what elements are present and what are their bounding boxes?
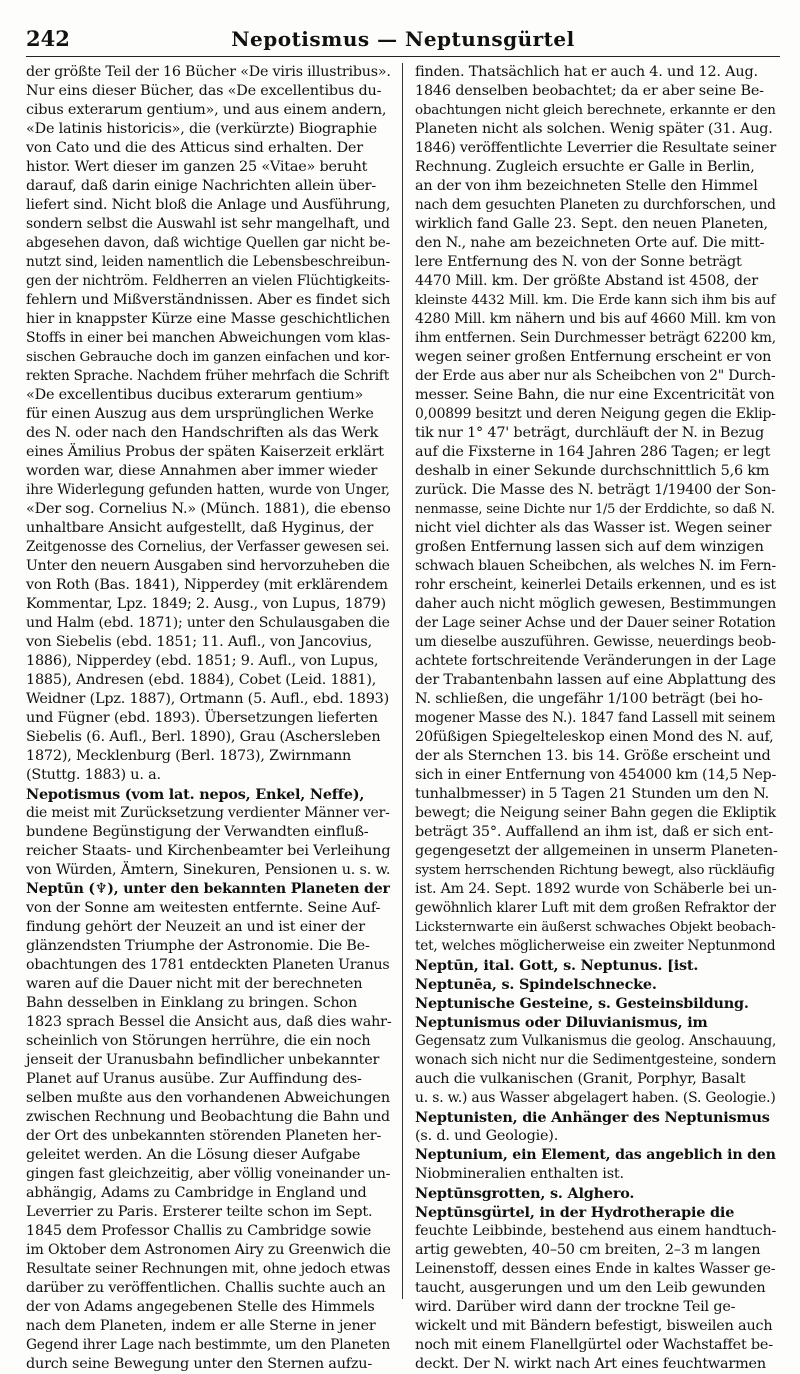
text-line: beträgt 35°. Auffallend an ihm ist, daß er sich ent- [415, 824, 774, 840]
text-line: zwischen Rechnung und Beobachtung die Bahn und [26, 1109, 390, 1125]
text-line: «De excellentibus ducibus exterarum gentium» [26, 387, 364, 403]
text-line: fehlern und Mißverständnissen. Aber es findet sich [26, 292, 391, 308]
text-line: abgesehen davon, daß wichtige Quellen gar nicht be- [26, 235, 391, 251]
text-line: der Lage seiner Achse und der Dauer seiner Rotation [415, 615, 776, 631]
text-line: abhängig, Adams zu Cambridge in England und [26, 1185, 367, 1201]
text-line: obachtungen nicht gleich berechnete, erkannte er den [415, 103, 776, 118]
text-line: deckt. Der N. wirkt nach Art eines feuchtwarmen [415, 1356, 766, 1372]
text-line: zurück. Die Masse des N. beträgt 1/19400 der Son- [415, 482, 776, 498]
text-line: der als Sternchen 13. bis 14. Größe erscheint und [415, 748, 771, 764]
text-line: auf die Fixsterne in 164 Jahren 286 Tagen; er legt [415, 444, 771, 460]
text-line: im Oktober dem Astronomen Airy zu Greenwich die [26, 1242, 391, 1258]
text-line: nenmasse, seine Dichte nur 1/5 der Erddichte, so daß N. [415, 502, 775, 517]
text-line: Stoffs in einer bei manchen Abweichungen vom klas- [26, 330, 390, 346]
text-line: Resultate seiner Rechnungen mit, ohne jedoch etwas [26, 1261, 391, 1277]
text-line: 1872), Mecklenburg (Berl. 1873), Zwirnmann [26, 748, 352, 764]
text-line: 4470 Mill. km. Der größte Abstand ist 4508, der [415, 273, 758, 289]
text-line: von Siebelis (ebd. 1851; 11. Aufl., von Jancovius, [26, 634, 372, 650]
text-line: für einen Auszug aus dem ursprünglichen Werke [26, 406, 374, 422]
text-line: cibus exterarum gentium», und aus einem andern, [26, 102, 387, 118]
text-line: jenseit der Uranusbahn befindlicher unbekannter [26, 1052, 380, 1068]
text-columns [26, 63, 780, 1372]
text-line: Weidner (Lpz. 1887), Ortmann (5. Aufl., ebd. 1893) [26, 691, 390, 707]
text-line: nach dem gesuchten Planeten zu durchforschen, und [415, 197, 776, 213]
text-line: tunhalbmesser) in 5 Tagen 21 Stunden um den N. [415, 786, 770, 802]
text-line: system herrschenden Richtung bewegt, also rückläufig [415, 863, 775, 878]
text-line: deshalb in einer Sekunde durchschnittlich 5,6 km [415, 463, 770, 479]
text-line: 1845 dem Professor Challis zu Cambridge sowie [26, 1223, 372, 1239]
text-line: daher auch nicht möglich gewesen, Bestimmungen [415, 596, 777, 612]
text-line: sischen Gebrauche doch im ganzen einfachen und kor- [26, 350, 390, 365]
text-line: und Halm (ebd. 1871); unter den Schulausgaben die [26, 615, 390, 631]
text-line: Gegend ihrer Lage nach bestimmte, um den Planeten [26, 1337, 391, 1353]
text-line: von der Sonne am weitesten entfernte. Seine Auf- [26, 900, 381, 916]
text-line: 0,00899 besitzt und deren Neigung gegen die Eklip- [415, 406, 776, 422]
text-line: hier in knappster Kürze eine Masse geschichtlichen [26, 311, 390, 327]
text-line: der Erde aus aber nur als Scheibchen von 2" Durch- [415, 368, 776, 384]
running-title: Nepotismus — Neptunsgürtel [231, 27, 575, 51]
left-column [26, 63, 402, 1372]
text-line: Unter den neuern Ausgaben sind hervorzuheben die [26, 558, 390, 574]
text-line: wonach sich nicht nur die Sedimentgesteine, sondern [415, 1052, 777, 1068]
entry-headword-line: Neptunium, ein Element, das angeblich in den [415, 1147, 776, 1163]
text-line: gen der nichtröm. Feldherren an vielen Flüchtigkeits- [26, 273, 390, 289]
text-line: wird. Darüber wird dann der trockne Teil ge- [415, 1299, 736, 1315]
text-line: mogener Masse des N.). 1847 fand Lassell mit seinem [415, 710, 776, 726]
text-line: der Trabantenbahn lassen auf eine Abplattung des [415, 672, 776, 688]
text-line: durch seine Bewegung unter den Sternen aufzu- [26, 1356, 372, 1372]
text-line: Zeitgenosse des Cornelius, der Verfasser gewesen sei. [26, 539, 390, 555]
text-line: tet, welches möglicherweise ein zweiter Neptunmond [415, 938, 776, 954]
text-line: darüber zu veröffentlichen. Challis suchte auch an [26, 1280, 386, 1296]
text-line: der größte Teil der 16 Bücher «De viris illustribus». [26, 64, 391, 80]
text-line: 1846) veröffentlichte Leverrier die Resultate seiner [415, 140, 777, 156]
text-line: bundene Begünstigung der Verwandten einfluß- [26, 824, 369, 840]
text-line: wirklich fand Galle 23. Sept. den neuen Planeten, [415, 216, 768, 232]
text-line: «De latinis historicis», die (verkürzte) Biographie [26, 121, 377, 137]
text-line: 4280 Mill. km nähern und bis auf 4660 Mill. km von [415, 311, 776, 327]
text-line: finden. Thatsächlich hat er auch 4. und 12. Aug. [415, 64, 758, 80]
text-line: unhaltbare Ansicht aufgestellt, daß Hyginus, der [26, 520, 374, 536]
text-line: von Cato und die des Atticus sind erhalten. Der [26, 140, 363, 156]
text-line: an der von ihm bezeichneten Stelle den Himmel [415, 178, 758, 194]
text-line: Niobmineralien enthalten ist. [415, 1166, 624, 1182]
text-line: rekten Sprache. Nachdem früher mehrfach die Schrift [26, 368, 389, 384]
text-line: N. schließen, die ungefähr 1/100 beträgt (bei ho- [415, 691, 763, 707]
text-line: wegen seiner großen Entfernung erscheint er von [415, 349, 772, 365]
text-line: taucht, ausgerungen und um den Leib gewunden [415, 1280, 766, 1296]
text-line: gegengesetzt der allgemeinen in unserm Planeten- [415, 843, 778, 859]
text-line: selben mußte aus den vorhandenen Abweichungen [26, 1090, 390, 1106]
text-line: schwach blauen Scheibchen, als welches N. im Fern- [415, 558, 776, 574]
text-line: gingen fast gleichzeitig, aber völlig voneinander un- [26, 1166, 391, 1182]
text-line: Planeten nicht als solchen. Wenig später (31. Aug. [415, 121, 773, 137]
entry-headword-line: Nepotismus (vom lat. nepos, Enkel, Neffe), [26, 786, 365, 803]
entry-headword-line: Neptunische Gesteine, s. Gesteinsbildung. [415, 995, 749, 1012]
text-line: eines Ämilius Probus der späten Kaiserzeit erklärt [26, 444, 384, 460]
text-line: worden war, diese Annahmen aber immer wieder [26, 463, 378, 479]
text-line: geleitet werden. An die Lösung dieser Aufgabe [26, 1147, 361, 1163]
page-header [26, 22, 780, 57]
text-line: wickelt und mit Bändern befestigt, bisweilen auch [415, 1318, 773, 1334]
text-line: 1886), Nipperdey (ebd. 1851; 9. Aufl., von Lupus, [26, 653, 379, 669]
entry-headword-line: Neptūn, ital. Gott, s. Neptunus. [ist. [415, 957, 699, 974]
text-line: Licksternwarte ein äußerst schwaches Objekt beobach- [415, 920, 776, 935]
text-line: Nur eins dieser Bücher, das «De excellentibus du- [26, 83, 382, 99]
entry-headword-line: Neptunisten, die Anhänger des Neptunismus [415, 1109, 770, 1126]
entry-headword-line: Neptūn (♆), unter den bekannten Planeten der [26, 881, 390, 897]
text-line: von Roth (Bas. 1841), Nipperdey (mit erklärendem [26, 577, 388, 593]
text-line: Siebelis (6. Aufl., Berl. 1890), Grau (Aschersleben [26, 729, 381, 745]
text-line: 1846 denselben beobachtet; da er aber seine Be- [415, 83, 764, 99]
text-line: u. s. w.) aus Wasser abgelagert haben. (S. Geologie.) [415, 1090, 776, 1106]
text-line: noch mit einem Flanellgürtel oder Wachstaffet be- [415, 1337, 773, 1353]
text-line: ist. Am 24. Sept. 1892 wurde von Schäberle bei un- [415, 881, 777, 897]
text-line: sich in einer Entfernung von 454000 km (14,5 Nep- [415, 767, 777, 783]
text-line: histor. Wert dieser im ganzen 25 «Vitae» beruht [26, 159, 368, 175]
text-line: Bahn desselben in Einklang zu bringen. Schon [26, 995, 358, 1011]
text-line: artig gewebten, 40–50 cm breiten, 2–3 m langen [415, 1242, 761, 1258]
text-line: und Fügner (ebd. 1893). Übersetzungen lieferten [26, 710, 378, 726]
text-line: rohr erscheint, keinerlei Details erkennen, und es ist [415, 577, 776, 593]
text-line: «Der sog. Cornelius N.» (Münch. 1881), die ebenso [26, 501, 391, 517]
text-line: (s. d. und Geologie). [415, 1128, 559, 1144]
text-line: ihre Widerlegung gefunden hatten, wurde von Unger, [26, 482, 390, 498]
entry-headword-line: Neptunēa, s. Spindelschnecke. [415, 976, 657, 993]
text-line: des N. oder nach den Handschriften als das Werk [26, 425, 379, 441]
text-line: Rechnung. Zugleich ersuchte er Galle in Berlin, [415, 159, 755, 175]
entry-headword-line: Neptūnsgürtel, in der Hydrotherapie die [415, 1204, 735, 1221]
text-line: Leverrier zu Paris. Ersterer teilte schon im Sept. [26, 1204, 373, 1220]
text-line: Planet auf Uranus ausübe. Zur Auffindung des- [26, 1071, 362, 1087]
entry-headword-line: Neptūnsgrotten, s. Alghero. [415, 1185, 635, 1202]
text-line: glänzendsten Triumphe der Astronomie. Die Be- [26, 938, 370, 954]
text-line: Gegensatz zum Vulkanismus die geolog. Anschauung, [415, 1033, 777, 1049]
text-line: obachtungen des 1781 entdeckten Planeten Uranus [26, 957, 390, 973]
text-line: feuchte Leibbinde, bestehend aus einem handtuch- [415, 1223, 777, 1239]
text-line: gewöhnlich klarer Luft mit dem großen Refraktor der [415, 900, 776, 916]
text-line: kleinste 4432 Mill. km. Die Erde kann sich ihm bis auf [415, 292, 776, 308]
text-line: ihm entfernen. Sein Durchmesser beträgt 62200 km, [415, 330, 776, 346]
text-line: 20füßigen Spiegelteleskop einen Mond des N. auf, [415, 729, 774, 745]
text-line: liefert sind. Nicht bloß die Anlage und Ausführung, [26, 197, 391, 213]
text-line: um dieselbe auszuführen. Gewisse, neuerdings beob- [415, 634, 776, 650]
text-line: die meist mit Zurücksetzung verdienter Männer ver- [26, 805, 390, 821]
text-line: nicht viel dichter als das Wasser ist. Wegen seiner [415, 520, 772, 536]
text-line: Leinenstoff, dessen eines Ende in kaltes Wasser ge- [415, 1261, 776, 1277]
text-line: 1885), Andresen (ebd. 1884), Cobet (Leid. 1881), [26, 672, 377, 688]
text-line: auch die vulkanischen (Granit, Porphyr, Basalt [415, 1071, 746, 1087]
text-line: sondern selbst die Auswahl ist sehr mangelhaft, und [26, 216, 390, 232]
text-line: nutzt sind, leiden namentlich die Lebensbeschreibun- [26, 254, 390, 270]
text-line: den N., nahe am bezeichneten Orte auf. Die mitt- [415, 235, 765, 251]
text-line: nach dem Planeten, indem er alle Sterne in jener [26, 1318, 376, 1334]
text-line: waren auf die Dauer nicht mit der berechneten [26, 976, 363, 992]
text-line: tik nur 1° 47' beträgt, durchläuft der N. in Bezug [415, 425, 764, 441]
text-line: der von Adams angegebenen Stelle des Himmels [26, 1299, 375, 1315]
text-line: bewegt; die Neigung seiner Bahn gegen die Ekliptik [415, 805, 776, 821]
text-line: Kommentar, Lpz. 1849; 2. Ausg., von Lupus, 1879) [26, 596, 386, 612]
text-line: der Ort des unbekannten störenden Planeten her- [26, 1128, 382, 1144]
text-line: von Würden, Ämtern, Sinekuren, Pensionen u. s. w. [26, 862, 391, 878]
text-line: großen Entfernung lassen sich auf dem winzigen [415, 539, 764, 555]
text-line: 1823 sprach Bessel die Ansicht aus, daß dies wahr- [26, 1014, 392, 1030]
right-column [402, 63, 778, 1372]
text-line: darauf, daß darin einige Nachrichten allein über- [26, 178, 377, 194]
text-line: messer. Seine Bahn, die nur eine Excentricität von [415, 387, 775, 403]
text-line: lere Entfernung des N. von der Sonne beträgt [415, 254, 742, 270]
text-line: (Stuttg. 1883) u. a. [26, 767, 161, 783]
text-line: scheinlich von Störungen herrühre, die ein noch [26, 1033, 371, 1049]
page-number: 242 [26, 26, 70, 51]
text-line: findung gehört der Neuzeit an und ist einer der [26, 919, 365, 935]
entry-headword-line: Neptunismus oder Diluvianismus, im [415, 1014, 708, 1031]
text-line: achtete fortschreitende Veränderungen in der Lage [415, 653, 776, 669]
text-line: reicher Staats- und Kirchenbeamter bei Verleihung [26, 843, 391, 859]
